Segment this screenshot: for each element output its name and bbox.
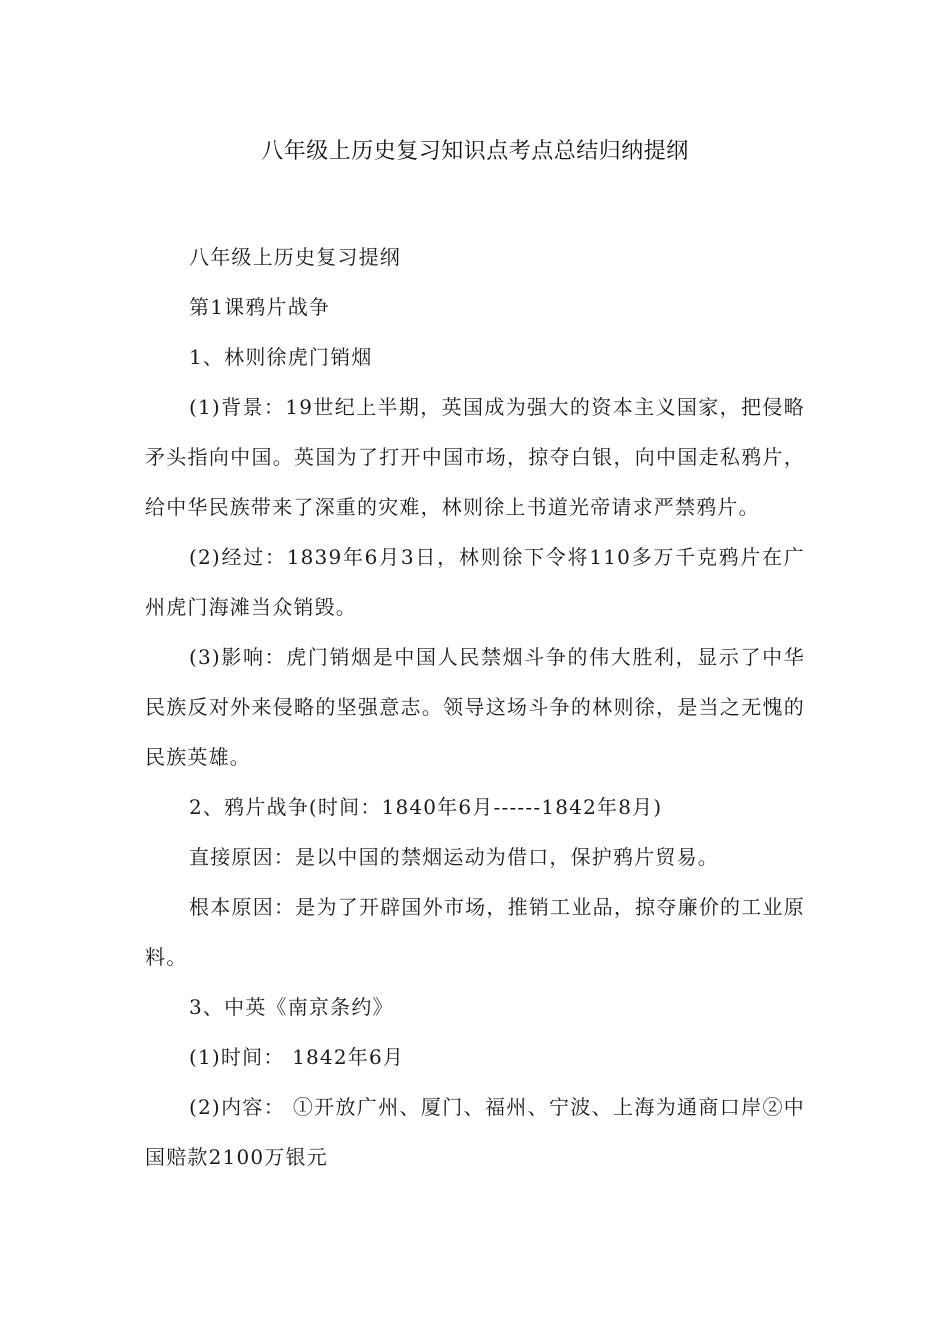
document-title: 八年级上历史复习知识点考点总结归纳提纲 <box>261 139 689 164</box>
paragraph-background: (1)背景：19世纪上半期，英国成为强大的资本主义国家，把侵略矛头指向中国。英国为了打开中国市场，掠夺白银，向中国走私鸦片，给中华民族带来了深重的灾难，林则徐上书道光帝请求严禁鸦片。 <box>145 395 805 519</box>
paragraph-section-2: 2、鸦片战争(时间：1840年6月------1842年8月) <box>189 795 663 819</box>
paragraph-direct-cause: 直接原因：是以中国的禁烟运动为借口，保护鸦片贸易。 <box>189 845 719 869</box>
paragraph-lesson-title: 第1课鸦片战争 <box>189 295 331 319</box>
document-body <box>145 232 805 1182</box>
paragraph-process: (2)经过：1839年6月3日，林则徐下令将110多万千克鸦片在广州虎门海滩当众销毁。 <box>145 545 805 619</box>
paragraph-section-1: 1、林则徐虎门销烟 <box>189 345 373 369</box>
paragraph-impact: (3)影响：虎门销烟是中国人民禁烟斗争的伟大胜利，显示了中华民族反对外来侵略的坚强意志。领导这场斗争的林则徐，是当之无愧的民族英雄。 <box>145 645 805 769</box>
paragraph-treaty-time: (1)时间： 1842年6月 <box>189 1045 405 1069</box>
paragraph-root-cause: 根本原因：是为了开辟国外市场，推销工业品，掠夺廉价的工业原料。 <box>145 895 805 969</box>
paragraph-treaty-content: (2)内容： ①开放广州、厦门、福州、宁波、上海为通商口岸②中国赔款2100万银元 <box>145 1095 805 1169</box>
paragraph-section-3: 3、中英《南京条约》 <box>189 995 394 1019</box>
paragraph-outline-heading: 八年级上历史复习提纲 <box>189 245 401 269</box>
